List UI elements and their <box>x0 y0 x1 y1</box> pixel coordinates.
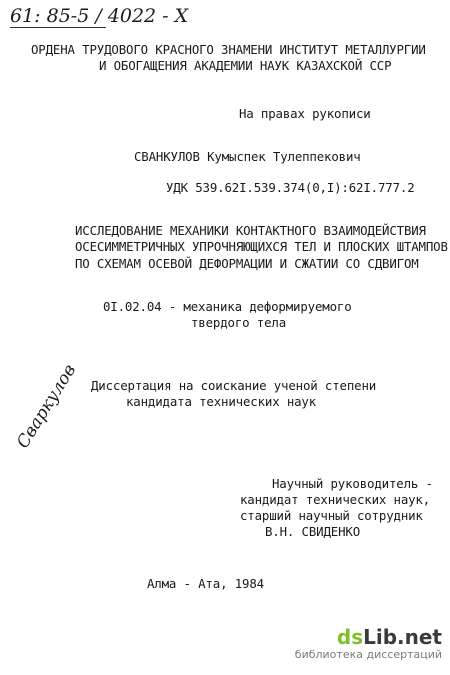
institution-line: ОРДЕНА ТРУДОВОГО КРАСНОГО ЗНАМЕНИ ИНСТИТУТ МЕТАЛЛУРГИИ <box>31 42 426 57</box>
dissertation-title-line: ПО СХЕМАМ ОСЕВОЙ ДЕФОРМАЦИИ И СЖАТИИ СО СДВИГОМ <box>75 256 419 271</box>
supervisor-line: старший научный сотрудник <box>240 508 423 523</box>
city-year: Алма - Ата, 1984 <box>147 576 264 591</box>
dslib-logo <box>295 626 442 648</box>
degree-line: Диссертация на соискание ученой степени <box>91 378 377 393</box>
institution-line: И ОБОГАЩЕНИЯ АКАДЕМИИ НАУК КАЗАХСКОЙ ССР <box>99 58 392 73</box>
author-name: СВАНКУЛОВ Кумыспек Тулеппекович <box>134 149 361 164</box>
specialty-name: твердого тела <box>191 315 287 330</box>
handwritten-underline <box>10 27 106 28</box>
supervisor-line: Научный руководитель - <box>272 476 433 491</box>
handwritten-signature: Сваркулов <box>13 360 81 452</box>
dissertation-title-line: ИССЛЕДОВАНИЕ МЕХАНИКИ КОНТАКТНОГО ВЗАИМОДЕЙСТВИЯ <box>75 223 426 238</box>
udk-code: УДК 539.62I.539.374(0,I):62I.777.2 <box>166 180 415 195</box>
dslib-logo-prefix: ds <box>336 625 364 649</box>
dslib-watermark <box>295 626 442 661</box>
dslib-tagline: библиотека диссертаций <box>294 648 442 661</box>
manuscript-rights: На правах рукописи <box>239 106 371 121</box>
degree-line: кандидата технических наук <box>126 394 317 409</box>
supervisor-line: кандидат технических наук, <box>240 492 431 507</box>
specialty-code: 0I.02.04 - механика деформируемого <box>103 299 352 314</box>
dissertation-title-line: ОСЕСИММЕТРИЧНЫХ УПРОЧНЯЮЩИХСЯ ТЕЛ И ПЛОСКИХ ШТАМПОВ <box>75 239 448 254</box>
supervisor-name: В.Н. СВИДЕНКО <box>265 524 361 539</box>
dslib-logo-suffix: Lib.net <box>363 625 442 649</box>
handwritten-catalog-number: 61: 85-5 / 4022 - X <box>10 5 189 27</box>
